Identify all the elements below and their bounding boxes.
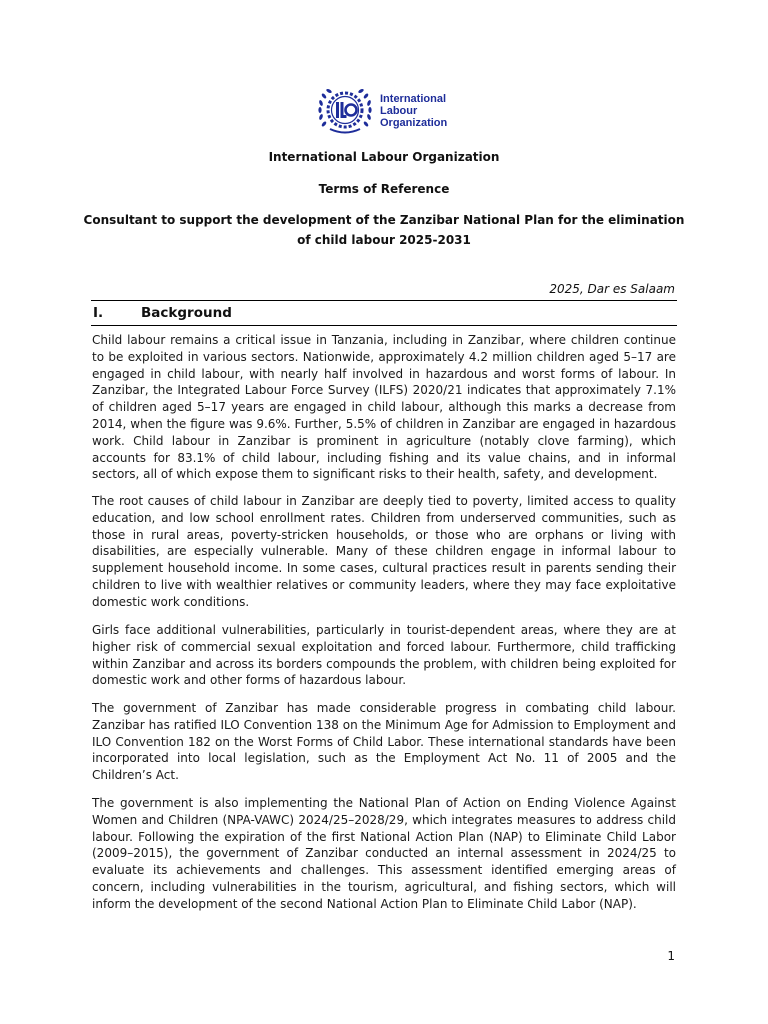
organization-name: International Labour Organization [268, 150, 500, 164]
logo-line-1: International [380, 93, 447, 105]
paragraph: Child labour remains a critical issue in Tanzania, including in Zanzibar, where children continue to be exploited in various sectors. Nationwide, approximately 4.2 million children aged 5–17 are engaged in child labour, with nearly half involved in hazardous and worst forms of labour. In Zanzibar, the Integrated Labour Force Survey (ILFS) 2020/21 indicates that approximately 7.1% of children aged 5–17 years are engaged in child labour, although this marks a decrease from 2014, when the figure was 9.6%. Further, 5.5% of children in Zanzibar are engaged in hazardous work. Child labour in Zanzibar is prominent in agriculture (notably clove farming), which accounts for 83.1% of child labour, including fishing and its value chains, and in informal sectors, all of which expose them to significant risks to their health, safety, and development. [92, 333, 676, 482]
section-title: Background [141, 305, 232, 321]
ilo-emblem-icon [316, 86, 374, 136]
logo-line-2: Labour [380, 105, 418, 117]
section-heading [91, 300, 677, 326]
logo-line-3: Organization [380, 117, 448, 129]
document-title-line-2: of child labour 2025-2031 [297, 233, 471, 247]
document-title-line-1: Consultant to support the development of the Zanzibar National Plan for the elimination [83, 213, 685, 227]
ilo-logo-wordmark [380, 93, 447, 129]
page-number: 1 [667, 949, 675, 963]
document-title [80, 210, 688, 250]
ilo-logo [316, 86, 447, 136]
paragraph: The government is also implementing the National Plan of Action on Ending Violence Against Women and Children (NPA-VAWC) 2024/25–2028/29, which integrates measures to address child labour. Following the expiration of the first National Action Plan (NAP) to Eliminate Child Labor (2009–2015), the government of Zanzibar conducted an internal assessment in 2024/25 to evaluate its achievements and challenges. This assessment identified emerging areas of concern, including vulnerabilities in the tourism, agricultural, and fishing sectors, which will inform the development of the second National Action Plan to Eliminate Child Labor (NAP). [92, 796, 676, 911]
paragraph: The government of Zanzibar has made considerable progress in combating child labour. Zanzibar has ratified ILO Convention 138 on the Minimum Age for Admission to Employment and ILO Convention 182 on the Worst Forms of Child Labor. These international standards have been incorporated into local legislation, such as the Employment Act No. 11 of 2005 and the Children’s Act. [92, 701, 676, 783]
paragraph: The root causes of child labour in Zanzibar are deeply tied to poverty, limited access to quality education, and low school enrollment rates. Children from underserved communities, such as those in rural areas, poverty-stricken households, or those who are orphans or living with disabilities, are especially vulnerable. Many of these children engage in informal labour to supplement household income. In some cases, cultural practices result in parents sending their children to live with wealthier relatives or community leaders, where they may face exploitative domestic work conditions. [92, 494, 676, 609]
paragraph: Girls face additional vulnerabilities, particularly in tourist-dependent areas, where they are at higher risk of commercial sexual exploitation and forced labour. Furthermore, child trafficking within Zanzibar and across its borders compounds the problem, with children being exploited for domestic work and other forms of hazardous labour. [92, 623, 676, 688]
date-location: 2025, Dar es Salaam [549, 282, 675, 296]
section-number: I. [93, 305, 104, 321]
document-type: Terms of Reference [318, 182, 450, 196]
